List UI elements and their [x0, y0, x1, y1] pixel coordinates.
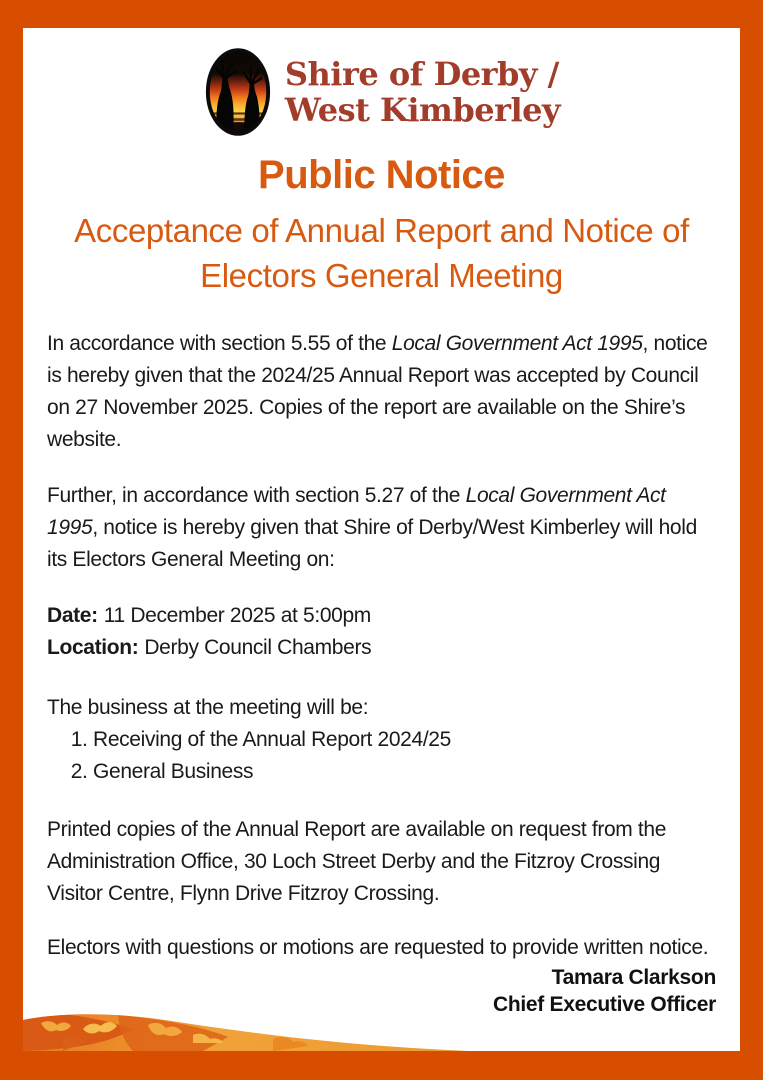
meeting-location-row	[47, 632, 716, 664]
agenda-item-1: 1. Receiving of the Annual Report 2024/25	[93, 724, 716, 756]
logo-line-1: Shire of Derby /	[284, 55, 559, 93]
signature-block	[47, 964, 716, 1018]
p1-act-reference: Local Government Act 1995	[391, 332, 643, 355]
paragraph-written-notice: Electors with questions or motions are requested to provide written notice.	[47, 936, 709, 959]
paragraph-annual-report	[47, 328, 716, 456]
location-label: Location:	[47, 636, 139, 659]
p1-text-cont: , notice is hereby given that the 2024/25 Annual Report was accepted by Council on 27 November 2025. Copies of the report are available on the Shire’s website.	[47, 332, 708, 451]
paragraph-printed-copies: Printed copies of the Annual Report are available on request from the Administration Office, 30 Loch Street Derby and the Fitzroy Crossing Visitor Centre, Flynn Drive Fitzroy Crossing.	[47, 818, 667, 905]
shire-logo-wordmark	[285, 56, 560, 128]
p2-act-reference: Local Government Act 1995	[47, 484, 666, 539]
signature-name: Tamara Clarkson	[551, 966, 716, 989]
meeting-details	[47, 600, 716, 664]
notice-content	[23, 28, 740, 1051]
page-title: Public Notice	[258, 153, 505, 197]
boab-trees-sunset-icon	[203, 46, 273, 138]
agenda-item-2: 2. General Business	[93, 756, 716, 788]
date-value: 11 December 2025 at 5:00pm	[103, 604, 371, 627]
page-subtitle: Acceptance of Annual Report and Notice of Electors General Meeting	[74, 212, 689, 294]
logo-line-2: West Kimberley	[284, 91, 561, 129]
signature-title: Chief Executive Officer	[492, 993, 716, 1016]
p2-text-cont: , notice is hereby given that Shire of Derby/West Kimberley will hold its Electors General Meeting on:	[47, 516, 697, 571]
paragraph-meeting-notice	[47, 480, 716, 576]
p2-text: Further, in accordance with section 5.27 of the	[47, 484, 466, 507]
p1-text: In accordance with section 5.55 of the	[47, 332, 392, 355]
location-value: Derby Council Chambers	[144, 636, 372, 659]
business-agenda-list	[47, 724, 716, 788]
date-label: Date:	[47, 604, 98, 627]
meeting-date-row	[47, 600, 716, 632]
shire-logo	[47, 46, 716, 138]
meeting-business	[47, 692, 716, 788]
business-intro: The business at the meeting will be:	[47, 696, 369, 719]
